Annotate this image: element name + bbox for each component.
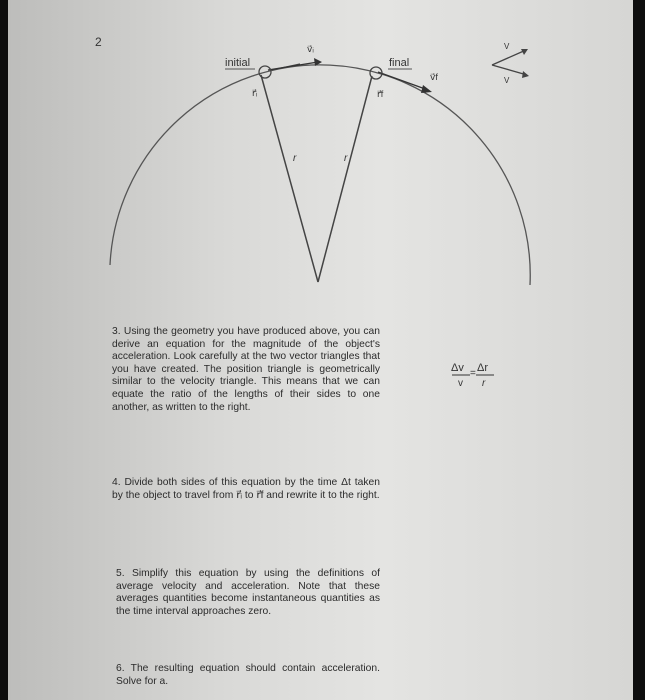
question-6: 6. The resulting equation should contain acceleration. Solve for a. xyxy=(116,663,380,687)
v-top-label: V xyxy=(504,42,510,51)
velocity-final-arrowhead xyxy=(421,85,432,93)
circle-arc xyxy=(110,65,530,285)
equation-equals: = xyxy=(470,368,476,379)
question-3: 3. Using the geometry you have produced above, you can derive an equation for the magnitude of the object's acceleration. Look carefully at the two vector triangles that you have created. The position triangle is geometrically similar to the velocity triangle. This means that we can equate the ratio of the lengths of their sides to one another, as written to the right. xyxy=(112,326,380,413)
r-right-label: r xyxy=(344,153,348,164)
vector-triangle-v-bottom xyxy=(492,65,527,75)
question-4: 4. Divide both sides of this equation by the time Δt taken by the object to travel from r⃗ᵢ to r⃗f and rewrite it to the right. xyxy=(112,477,380,501)
question-5: 5. Simplify this equation by using the definitions of average velocity and acceleration. Note that these averages quantities become instantaneous quantities as the time interval approaches zero. xyxy=(116,568,380,617)
v-initial-label: v⃗ᵢ xyxy=(307,44,314,54)
equation-rhs-denominator: r xyxy=(482,378,486,389)
radius-final-line xyxy=(318,76,372,282)
vector-triangle-arrowhead-bottom xyxy=(522,71,529,78)
v-final-label: v⃗f xyxy=(430,72,438,82)
velocity-initial-arrow xyxy=(268,62,318,70)
radius-initial-line xyxy=(261,75,318,282)
equation-rhs-numerator: Δr xyxy=(477,362,489,374)
page-number: 2 xyxy=(95,35,102,49)
equation-lhs-denominator: v xyxy=(458,378,463,389)
equation-lhs-numerator: Δv xyxy=(451,362,464,374)
v-bottom-label: V xyxy=(504,76,510,85)
velocity-final-arrow xyxy=(378,72,428,90)
initial-label: initial xyxy=(225,57,251,69)
r-final-label: r⃗f xyxy=(377,89,384,99)
r-left-label: r xyxy=(293,153,297,164)
r-initial-label: r⃗ᵢ xyxy=(252,88,258,98)
vector-triangle-v-top xyxy=(492,50,526,65)
final-label: final xyxy=(389,57,410,69)
